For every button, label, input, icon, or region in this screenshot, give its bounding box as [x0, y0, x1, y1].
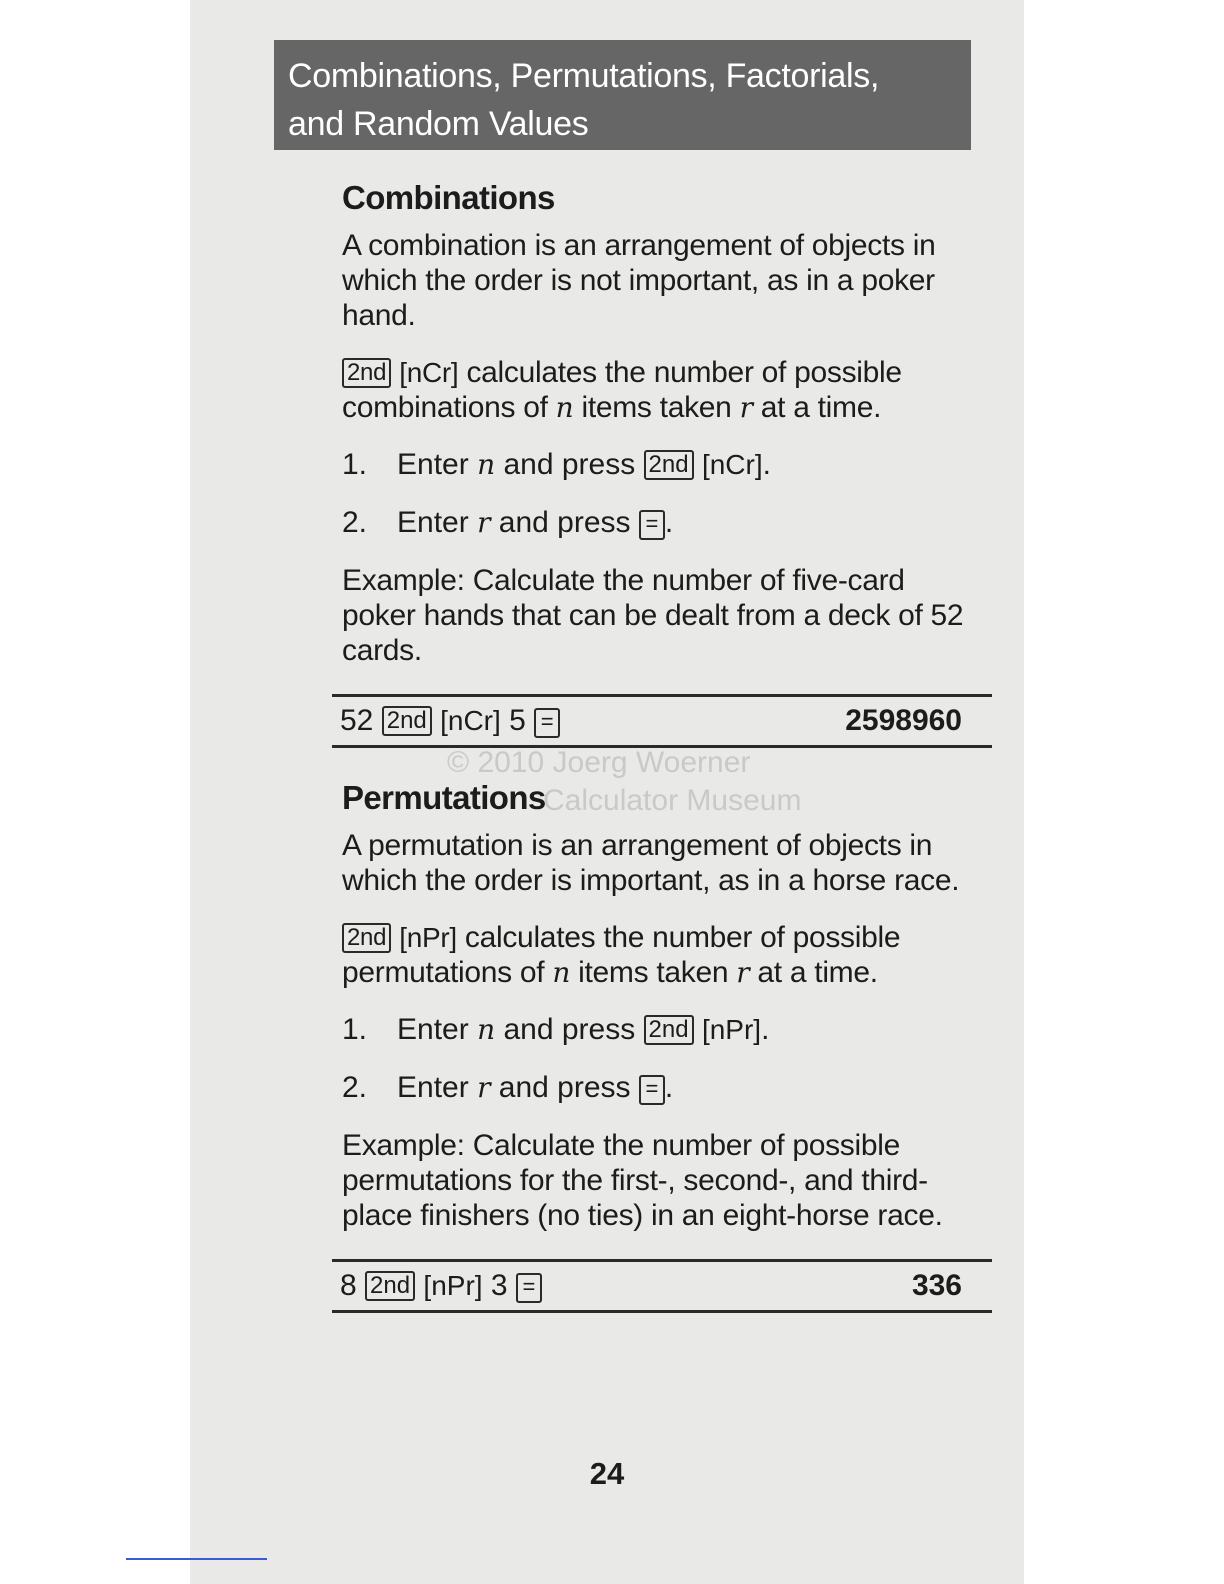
- ncr-function: [nCr]: [399, 357, 459, 388]
- 2nd-key-icon: 2nd: [644, 450, 694, 480]
- permutations-intro: A permutation is an arrangement of objects in which the order is important, as in a horse race.: [342, 829, 960, 897]
- combinations-example-text: Example: Calculate the number of five-card poker hands that can be dealt from a deck of 52 cards.: [342, 564, 964, 667]
- 2nd-key-icon: 2nd: [365, 1271, 415, 1301]
- combinations-intro: A combination is an arrangement of objects in which the order is not important, as in a poker hand.: [342, 229, 936, 332]
- combinations-step-1: 1. Enter n and press 2nd [nCr].: [342, 448, 771, 481]
- npr-function: [nPr]: [701, 1014, 762, 1045]
- permutations-result: 336: [911, 1269, 962, 1302]
- section-title-line2: and Random Values: [288, 105, 589, 143]
- combinations-heading: Combinations: [342, 179, 555, 216]
- manual-page: [190, 0, 1024, 1584]
- equals-key-icon: =: [639, 1075, 665, 1105]
- permutations-description: 2nd [nPr] calculates the number of possible permutations of n items taken r at a time.: [342, 921, 901, 989]
- equals-key-icon: =: [534, 708, 560, 738]
- watermark: © 2010 Joerg Woerner Calculator Museum: [447, 746, 802, 817]
- combinations-result: 2598960: [845, 704, 962, 737]
- ncr-function: [nCr]: [440, 705, 501, 736]
- permutations-example-row: [332, 1259, 992, 1313]
- permutations-step-1: 1. Enter n and press 2nd [nPr].: [342, 1013, 770, 1046]
- section-title-line1: Combinations, Permutations, Factorials,: [288, 57, 880, 95]
- permutations-heading: Permutations: [342, 779, 546, 816]
- 2nd-key-icon: 2nd: [342, 923, 391, 953]
- combinations-step-2: 2. Enter r and press = .: [342, 506, 674, 539]
- npr-function: [nPr]: [399, 922, 457, 953]
- permutations-keystrokes: 8 2nd [nPr] 3 =: [340, 1269, 542, 1303]
- combinations-example-row: [332, 694, 992, 748]
- permutations-step-2: 2. Enter r and press = .: [342, 1071, 674, 1104]
- link-underline[interactable]: [126, 1558, 267, 1560]
- page-number: 24: [589, 1456, 625, 1491]
- 2nd-key-icon: 2nd: [382, 706, 432, 736]
- content: [340, 178, 980, 1313]
- combinations-keystrokes: 52 2nd [nCr] 5 =: [340, 704, 560, 738]
- 2nd-key-icon: 2nd: [342, 358, 391, 388]
- section-header: [274, 40, 971, 150]
- equals-key-icon: =: [516, 1273, 542, 1303]
- combinations-description: 2nd [nCr] calculates the number of possible combinations of n items taken r at a time.: [342, 356, 902, 424]
- npr-function: [nPr]: [423, 1270, 483, 1301]
- ncr-function: [nCr]: [701, 449, 763, 480]
- equals-key-icon: =: [639, 510, 665, 540]
- permutations-example-text: Example: Calculate the number of possible permutations for the first-, second-, and third-place finishers (no ties) in an eight-horse race.: [342, 1129, 943, 1232]
- 2nd-key-icon: 2nd: [644, 1015, 694, 1045]
